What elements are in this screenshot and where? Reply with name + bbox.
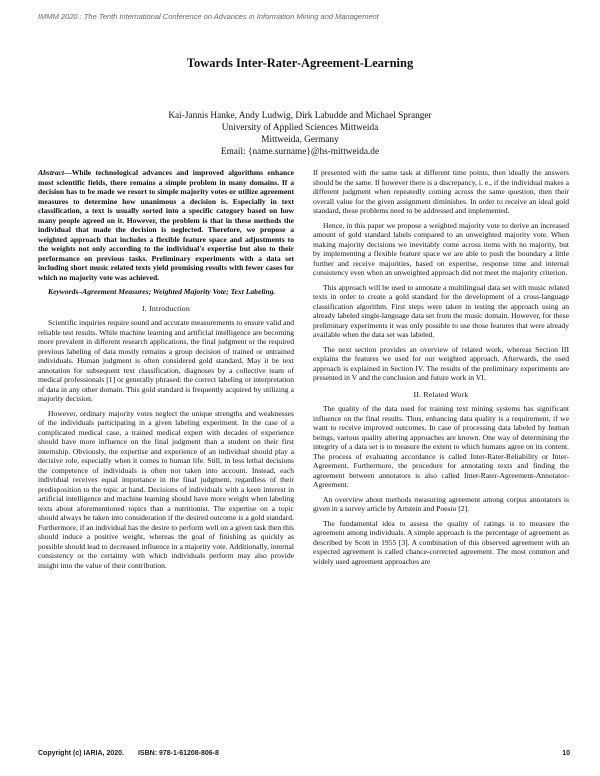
isbn-text: ISBN: 978-1-61208-806-8 xyxy=(137,750,219,757)
left-column xyxy=(38,168,294,575)
paragraph: Hence, in this paper we propose a weighted majority vote to derive an increased amount of gold standard labels compared to an unweighted majority vote. When making majority decisions we inevitably come across items with no majority, but by implementing a flexible feature space we are able to push the boundary a little further and receive majorities, based on expertise, response time and internal consistency even when an unweighted approach did not meet the majority criterion. xyxy=(313,220,569,277)
location: Mittweida, Germany xyxy=(261,135,339,145)
keywords: Keywords–Agreement Measures; Weighted Majority Vote; Text Labeling. xyxy=(48,287,276,296)
abstract-text: While technological advances and improved algorithms enhance most scientific fields, there remains a simple problem in many domains. If a decision has to be made we resort to simple majority votes or utilize agreement measures to determine how unanimous a decision is. Especially in text classification, a text is usually sorted into a specific category based on how many people agreed on it. However, the problem is that in these methods the individual that made the decision is neglected. Therefore, we propose a weighted approach that includes a flexible feature space and adjustments to the weights not only according to the individual's expertise but also to their performance on previous tasks. Preliminary experiments with a data set including short music related texts yield promising results with fewer cases for which no majority vote was achieved. xyxy=(38,168,294,282)
email: Email: {name.surname}@hs-mittweida.de xyxy=(220,147,380,157)
author-block xyxy=(0,110,600,158)
abstract-lead: Abstract— xyxy=(38,168,72,177)
author-names: Kai-Jannis Hanke, Andy Ludwig, Dirk Labudde and Michael Spranger xyxy=(168,111,432,121)
conference-header: IMMM 2020 : The Tenth International Conference on Advances in Information Mining and Management xyxy=(38,12,379,21)
abstract xyxy=(38,168,294,282)
paragraph: This approach will be used to annotate a multilingual data set with music related texts in order to create a gold standard for the development of a cross-language classification algorithm. First steps were taken in testing the approach using an already labeled single-language data set from the music domain. However, for these preliminary experiments it was only possible to use those features that were already available when the data set was labeled. xyxy=(313,282,569,339)
affiliation: University of Applied Sciences Mittweida xyxy=(221,123,379,133)
paper-title: Towards Inter-Rater-Agreement-Learning xyxy=(186,56,414,70)
paragraph: An overview about methods measuring agreement among corpus annotators is given in a survey article by Artstein and Poesio [2]. xyxy=(313,494,569,513)
paragraph: If presented with the same task at different time points, then ideally the answers should be the same. If however there is a discrepancy, i. e., if the individual makes a different judgment when repeatedly coming across the same question, then their overall value for the given assignment diminishes. In order to receive an ideal gold standard, these problems need to be addressed and implemented. xyxy=(313,168,569,215)
footer-copyright xyxy=(38,750,458,757)
paragraph: The quality of the data used for training text mining systems has significant influence on the final results. Thus, enhancing data quality is a requirement, if we want to receive improved outcomes. In case of processing data labeled by human beings, various quality altering approaches are known. One way of determining the integrity of a data set is to measure the extent to which humans agree on its content. The process of evaluating accordance is called Inter-Rater-Reliability or Inter-Agreement. Furthermore, the procedure for annotating texts and finding the agreement between annotators is also called Inter-Rater-Agreement-Annotator-Agreement. xyxy=(313,404,569,489)
page-number: 10 xyxy=(562,750,570,757)
section-heading-related-work: II. Related Work xyxy=(413,389,469,399)
right-column xyxy=(313,168,569,571)
paragraph: The fundamental idea to assess the quality of ratings is to measure the agreement among individuals. A simple approach is the percentage of agreement as described by Scott in 1955 [3]. A combination of this observed agreement with an expected agreement is called chance-corrected agreement. The most common and widely used agreement approaches are xyxy=(313,518,569,566)
paragraph: Scientific inquiries require sound and accurate measurements to ensure valid and reliable test results. While machine learning and artificial intelligence are becoming more prevalent in different research applications, the final judgment or the required previous labeling of data mostly remains a group decision of trained or untrained individuals. Human judgment is often considered gold standard. May it be text annotation for subsequent text classification, diagnoses by a collective team of medical professionals [1] or generally phrased: the correct labeling or interpretation of data in any other domain. This gold standard is frequently acquired by utilizing a majority decision. xyxy=(38,318,294,403)
copyright-text: Copyright (c) IARIA, 2020. xyxy=(38,750,124,757)
paragraph: However, ordinary majority votes neglect the unique strengths and weaknesses of the individuals participating in a given labeling experiment. In the case of a complicated medical case, a trained medical expert with decades of experience should have more influence on the final judgment than a student on their first internship. Obviously, the expertise and experience of an individual should play a decisive role, especially when it comes to human life. Still, in less lethal decisions the competence of individuals is often not taken into account. Instead, each individual receives equal importance in the final judgment, regardless of their predisposition to the topic at hand. Decisions of individuals with a keen interest in artificial intelligence and machine learning should have more weight when labeling texts about aforementioned topics than a nutritionist. The expertise on a topic should always be taken into consideration if the desired outcome is a gold standard. Furthermore, if an individual has the desire to perform well on a given task then this should induce a positive weight, whereas the goal of finishing as quickly as possible should lead to decreased influence in a majority vote. Additionally, internal consistency or the certainty with which individuals perform may also provide insight into the value of their contribution. xyxy=(38,408,295,570)
section-heading-introduction: I. Introduction xyxy=(141,303,191,313)
paragraph: The next section provides an overview of related work, whereas Section III explains the features we used for our weighted approach. Afterwards, the used approach is explained in Section IV. The results of the preliminary experiments are presented in V and the conclusion and future work in VI. xyxy=(313,344,569,382)
